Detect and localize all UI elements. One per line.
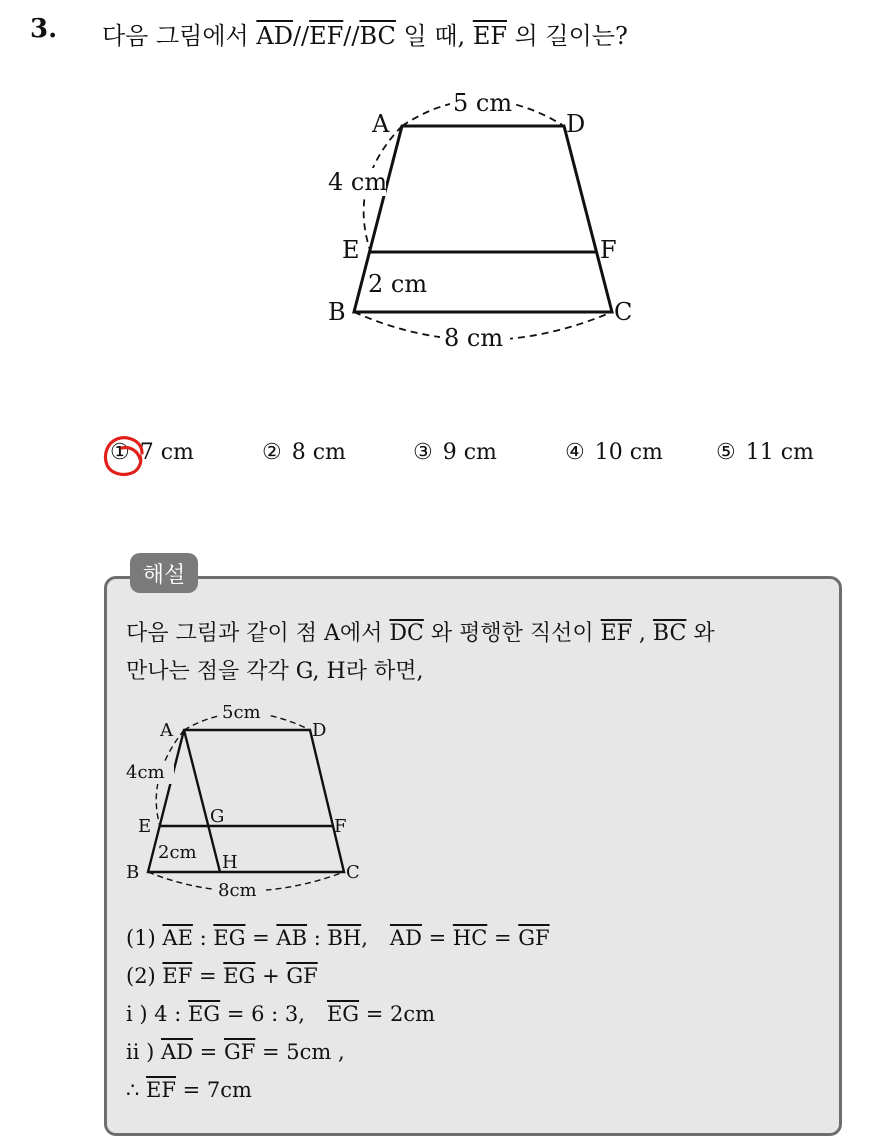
explanation-text: 와: [686, 621, 715, 646]
explanation-tab: 해설: [130, 553, 198, 593]
choice-3[interactable]: [413, 440, 497, 465]
therefore-sign: ∴: [126, 1078, 147, 1102]
step-prefix: (1): [126, 926, 163, 950]
vertex-label-e: E: [342, 236, 360, 264]
segment-bc: $\overline{BC}$: [652, 621, 687, 646]
segment-ef: $\overline{EF}$: [309, 22, 344, 50]
segment-bh: $\overline{BH}$: [327, 926, 362, 950]
segment-ae: $\overline{AE}$: [162, 926, 193, 950]
segment-ab: $\overline{AB}$: [276, 926, 308, 950]
length-bc: 8 cm: [444, 324, 504, 352]
vertex-label-f: F: [334, 816, 347, 837]
ratio-value: = 6 : 3,: [220, 1002, 305, 1026]
length-ae: 4 cm: [328, 168, 388, 196]
segment-eg: $\overline{EG}$: [188, 1002, 221, 1026]
vertex-label-d: D: [312, 720, 327, 741]
point-label-g: G: [210, 806, 225, 827]
explanation-text: 다음 그림과 같이 점 A에서: [126, 621, 390, 646]
segment-ef: $\overline{EF}$: [472, 22, 507, 50]
choice-4[interactable]: [565, 440, 663, 465]
construction-figure: [122, 698, 372, 902]
segment-hc: $\overline{HC}$: [452, 926, 488, 950]
solution-step-4: [126, 1040, 345, 1064]
vertex-label-a: A: [160, 720, 173, 741]
segment-ef: $\overline{EF}$: [162, 964, 193, 988]
vertex-label-e: E: [138, 816, 152, 837]
choice-number: ③: [413, 440, 433, 465]
explanation-line-1: [126, 616, 715, 647]
segment-ad: $\overline{AD}$: [389, 926, 422, 950]
length-bc: 8cm: [218, 880, 257, 901]
question-prefix: 다음 그림에서: [102, 22, 257, 50]
segment-eg: $\overline{EG}$: [213, 926, 246, 950]
length-ad: 5 cm: [453, 89, 513, 117]
explanation-line-2: 만나는 점을 각각 G, H라 하면,: [126, 659, 424, 684]
length-value: = 2cm: [359, 1002, 436, 1026]
vertex-label-b: B: [328, 298, 346, 326]
choice-number: ④: [565, 440, 585, 465]
trapezoid-figure: [320, 82, 650, 352]
length-value: = 5cm ,: [255, 1040, 345, 1064]
choice-text: 9 cm: [442, 440, 497, 465]
explanation-text: ,: [631, 621, 653, 646]
segment-eg: $\overline{EG}$: [223, 964, 256, 988]
vertex-label-a: A: [372, 110, 390, 138]
question-number: 3.: [30, 14, 58, 44]
segment-gf: $\overline{GF}$: [286, 964, 318, 988]
choice-number: ②: [262, 440, 282, 465]
length-ae: 4cm: [126, 762, 165, 783]
choice-2[interactable]: [262, 440, 346, 465]
parallel-sign: //: [292, 22, 310, 50]
vertex-label-c: C: [346, 862, 360, 883]
ratio-sign: :: [307, 926, 328, 950]
step-prefix: ii ): [126, 1040, 161, 1064]
choice-number: ⑤: [716, 440, 736, 465]
segment-ef: $\overline{EF}$: [600, 621, 632, 646]
point-label-h: H: [222, 852, 238, 873]
plus-sign: +: [255, 964, 287, 988]
explanation-text: 와 평행한 직선이: [423, 621, 601, 646]
segment-ad: $\overline{AD}$: [160, 1040, 193, 1064]
segment-eg: $\overline{EG}$: [326, 1002, 360, 1026]
segment-ad: $\overline{AD}$: [256, 22, 293, 50]
equals-sign: =: [487, 926, 519, 950]
choice-text: 11 cm: [745, 440, 814, 465]
segment-dc: $\overline{DC}$: [389, 621, 424, 646]
segment-gf: $\overline{GF}$: [518, 926, 550, 950]
choice-text: 7 cm: [139, 440, 194, 465]
segment-ef: $\overline{EF}$: [146, 1078, 176, 1102]
choice-5[interactable]: [716, 440, 814, 465]
vertex-label-c: C: [614, 298, 633, 326]
equals-sign: =: [421, 926, 453, 950]
comma: ,: [361, 926, 368, 950]
length-value: = 7cm: [175, 1078, 252, 1102]
length-eb: 2cm: [158, 842, 197, 863]
answer-circle-mark: [102, 433, 148, 479]
solution-conclusion: [126, 1078, 252, 1102]
solution-step-2: [126, 964, 318, 988]
choice-text: 8 cm: [291, 440, 346, 465]
question-text: [102, 16, 628, 51]
length-eb: 2 cm: [368, 270, 428, 298]
equals-sign: =: [245, 926, 277, 950]
vertex-label-d: D: [566, 110, 586, 138]
step-prefix: (2): [126, 964, 163, 988]
choice-text: 10 cm: [594, 440, 663, 465]
ratio-sign: :: [192, 926, 214, 950]
length-ad: 5cm: [222, 702, 261, 723]
segment-bc: $\overline{BC}$: [359, 22, 396, 50]
choice-number: ①: [110, 440, 130, 465]
parallel-sign: //: [343, 22, 360, 50]
question-suffix: 의 길이는?: [506, 22, 628, 50]
vertex-label-b: B: [126, 862, 140, 883]
solution-step-1: [126, 926, 550, 950]
segment-gf: $\overline{GF}$: [223, 1040, 256, 1064]
vertex-label-f: F: [600, 236, 617, 264]
equals-sign: =: [193, 1040, 224, 1064]
question-mid: 일 때,: [395, 22, 473, 50]
solution-step-3: [126, 1002, 435, 1026]
step-prefix: i ) 4 :: [126, 1002, 189, 1026]
equals-sign: =: [192, 964, 224, 988]
